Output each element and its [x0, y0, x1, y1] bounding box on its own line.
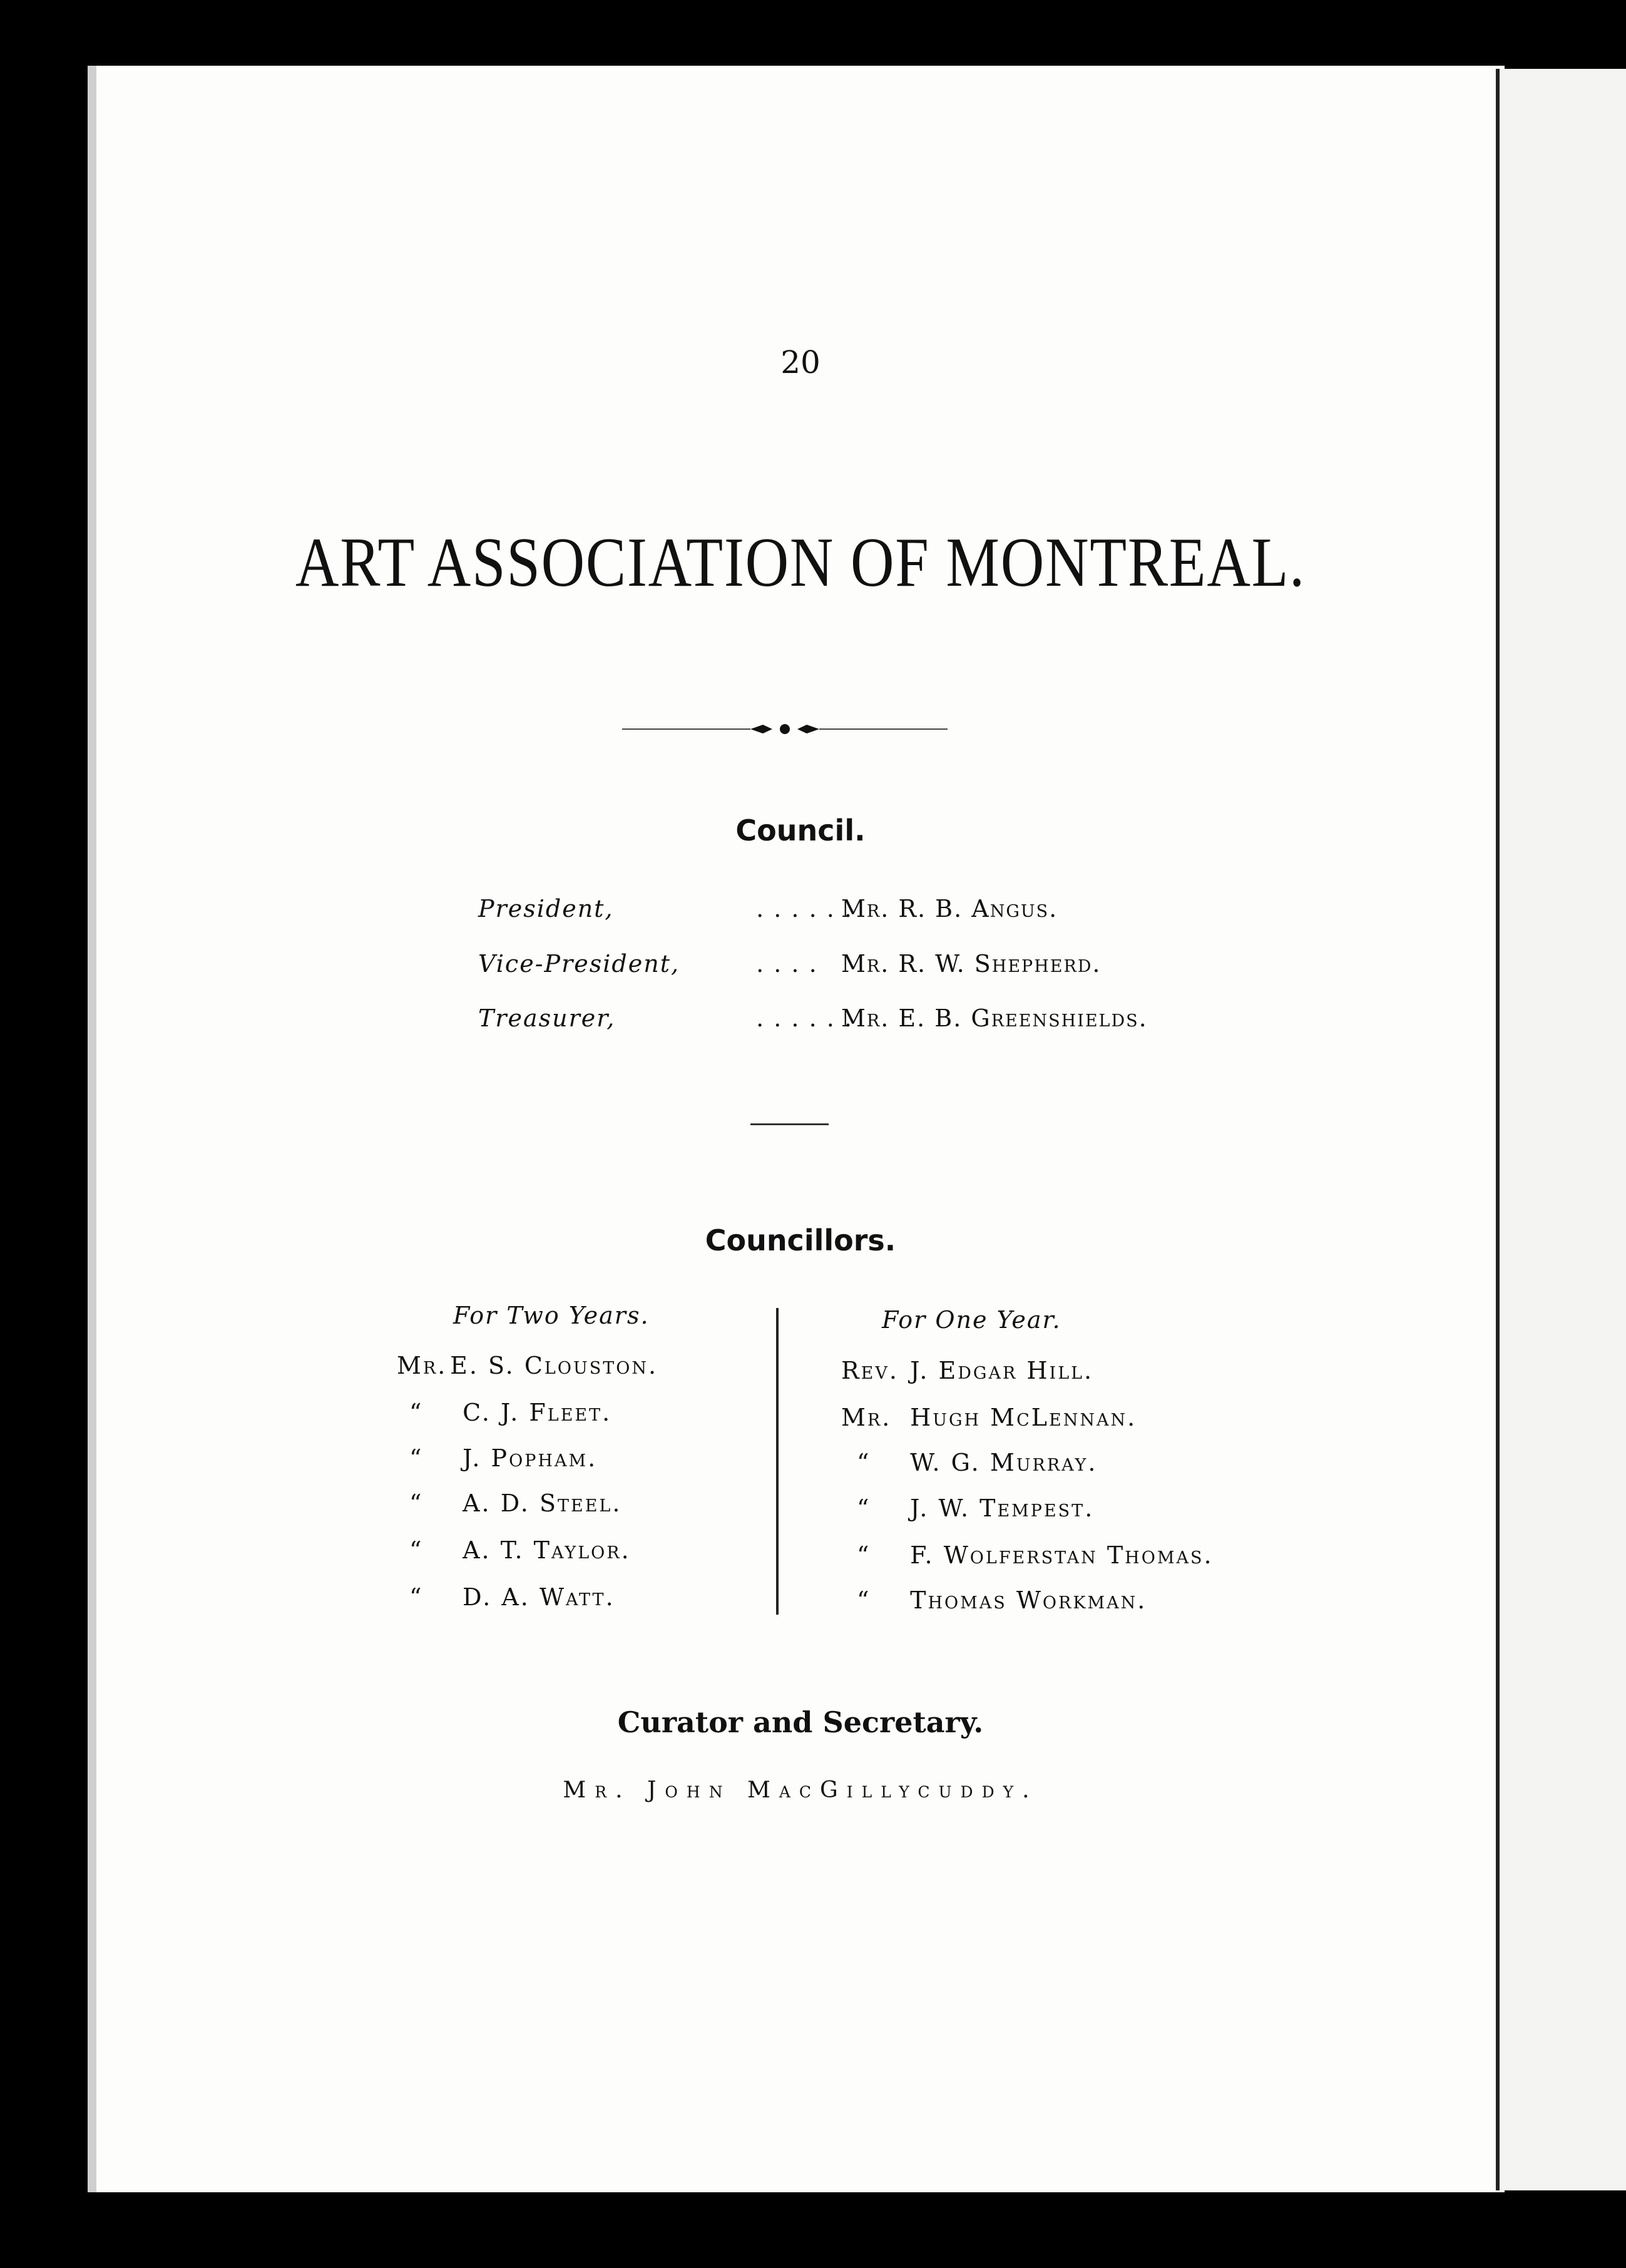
councillors-heading: Councillors.: [705, 1223, 896, 1257]
two-years-heading: For Two Years.: [453, 1302, 650, 1329]
page-number: 20: [780, 344, 821, 381]
council-row-president: [478, 895, 1058, 922]
council-role: Vice-President,: [478, 950, 680, 978]
council-role: President,: [478, 895, 614, 922]
council-row-treasurer: [478, 1004, 1148, 1032]
leader-dots: . . . . . .: [756, 895, 853, 922]
section-rule: [750, 1123, 829, 1125]
councillor-entry: “ A. D. Steel.: [409, 1489, 622, 1517]
councillor-entry: “ J. Popham.: [409, 1444, 598, 1472]
leader-dots: . . . . . .: [756, 1004, 853, 1032]
councillor-entry: Mr. E. S. Clouston.: [397, 1352, 658, 1379]
councillor-entry: “ C. J. Fleet.: [409, 1399, 612, 1426]
council-name: Mr. R. B. Angus.: [841, 895, 1058, 922]
next-page-edge: [1496, 69, 1626, 2190]
council-row-vice-president: [478, 950, 1102, 978]
councillor-entry: “ W. G. Murray.: [857, 1449, 1098, 1476]
ornament-divider: [622, 720, 948, 738]
council-name: Mr. E. B. Greenshields.: [841, 1004, 1148, 1032]
councillor-entry: “ J. W. Tempest.: [857, 1494, 1095, 1522]
book-page: [88, 66, 1505, 2192]
council-name: Mr. R. W. Shepherd.: [841, 950, 1102, 978]
council-role: Treasurer,: [478, 1004, 616, 1032]
curator-heading: Curator and Secretary.: [617, 1705, 984, 1739]
councillor-entry: Mr. Hugh McLennan.: [841, 1404, 1137, 1431]
councillor-entry: “ Thomas Workman.: [857, 1586, 1147, 1614]
councillor-entry: “ A. T. Taylor.: [409, 1536, 631, 1564]
councillor-entry: “ D. A. Watt.: [409, 1583, 615, 1611]
curator-name: Mr. John MacGillycuddy.: [563, 1777, 1038, 1803]
councillor-entry: “ F. Wolferstan Thomas.: [857, 1541, 1214, 1569]
one-year-heading: For One Year.: [882, 1306, 1061, 1334]
leader-dots: . . . .: [756, 950, 818, 978]
page-title: ART ASSOCIATION OF MONTREAL.: [295, 524, 1306, 601]
councillor-entry: Rev. J. Edgar Hill.: [841, 1357, 1094, 1384]
column-divider: [776, 1308, 779, 1615]
council-heading: Council.: [735, 814, 866, 847]
